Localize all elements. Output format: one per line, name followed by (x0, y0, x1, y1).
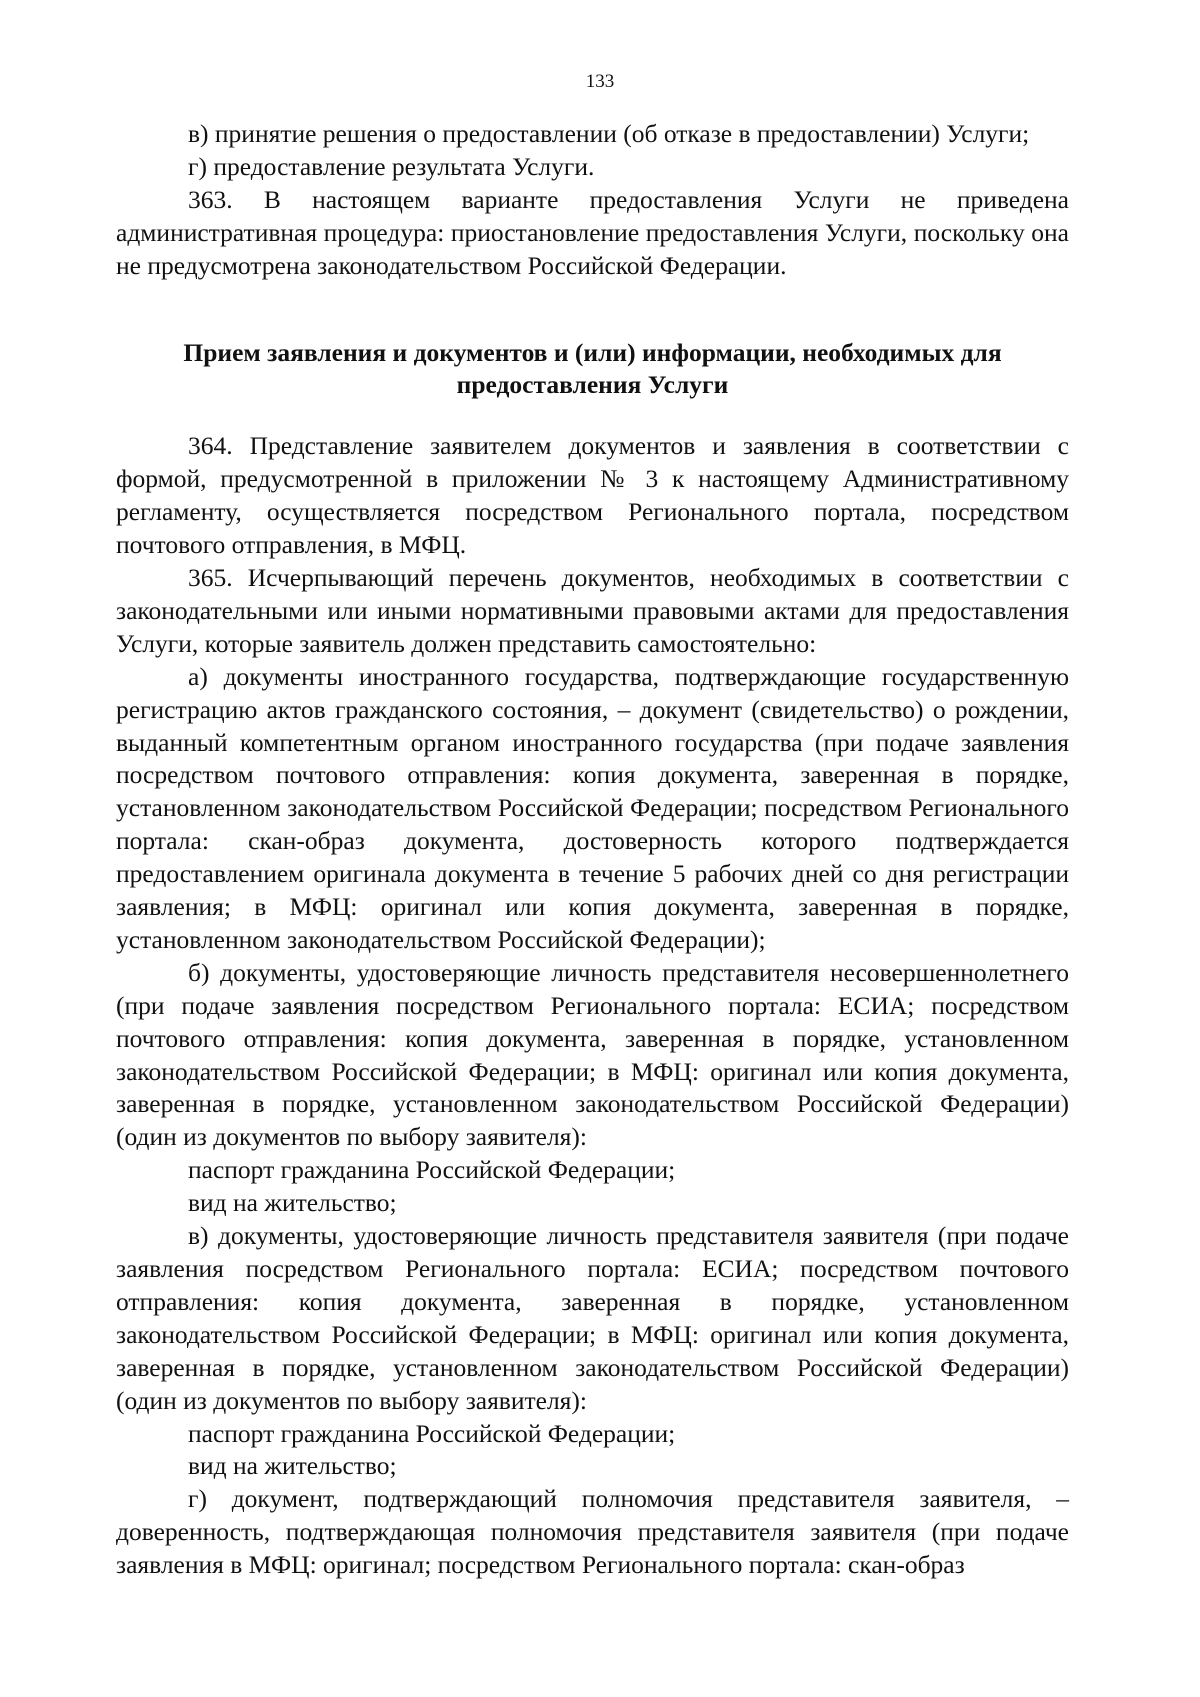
list-item-passport-2: паспорт гражданина Российской Федерации; (188, 1418, 676, 1448)
paragraph-364: 364. Представление заявителем документов и заявления в соответствии с формой, предусмотренной в приложении № 3 к настоящему Административному регламенту, осуществляется посредством Регионального портала, посредством почтового отправления, в МФЦ. (116, 431, 1069, 560)
paragraph-365: 365. Исчерпывающий перечень документов, необходимых в соответствии с законодательными или иными нормативными правовыми актами для предоставления Услуги, которые заявитель должен представить самостоятельно: (116, 562, 1069, 658)
list-item-residence-1: вид на жительство; (188, 1188, 397, 1218)
section-heading (116, 337, 1069, 403)
list-item-a: а) документы иностранного государства, подтверждающие государственную регистрацию актов гражданского состояния, – документ (свидетельство) о рождении, выданный компетентным органом иностранного государства (при подаче заявления посредством почтового отправления: копия документа, заверенная в порядке, установленном законодательством Российской Федерации; посредством Регионального портала: скан-образ документа, достоверность которого подтверждается предоставлением оригинала документа в течение 5 рабочих дней со дня регистрации заявления; в МФЦ: оригинал или копия документа, заверенная в порядке, установленном законодательством Российской Федерации); (116, 661, 1069, 954)
section-heading-line-2: предоставления Услуги (456, 370, 729, 400)
list-item-v-representative: в) документы, удостоверяющие личность представителя заявителя (при подаче заявления посредством Регионального портала: ЕСИА; посредством почтового отправления: копия документа, заверенная в порядке, установленном законодательством Российской Федерации; в МФЦ: оригинал или копия документа, заверенная в порядке, установленном законодательством Российской Федерации) (один из документов по выбору заявителя): (116, 1221, 1069, 1415)
paragraph-363: 363. В настоящем варианте предоставления Услуги не приведена административная процедура: приостановление предоставления Услуги, поскольку она не предусмотрена законодательством Российской Федерации. (116, 184, 1069, 280)
list-item-residence-2: вид на жительство; (188, 1451, 397, 1481)
list-item-passport-1: паспорт гражданина Российской Федерации; (188, 1155, 676, 1185)
list-item-b: б) документы, удостоверяющие личность представителя несовершеннолетнего (при подаче заявления посредством Регионального портала: ЕСИА; посредством почтового отправления: копия документа, заверенная в порядке, установленном законодательством Российской Федерации; в МФЦ: оригинал или копия документа, заверенная в порядке, установленном законодательством Российской Федерации) (один из документов по выбору заявителя): (116, 957, 1069, 1152)
list-item-v: в) принятие решения о предоставлении (об отказе в предоставлении) Услуги; (188, 119, 1030, 148)
document-body (116, 118, 1069, 1582)
list-item-g: г) предоставление результата Услуги. (188, 151, 595, 181)
page-number: 133 (585, 71, 615, 92)
list-item-g-authority: г) документ, подтверждающий полномочия представителя заявителя, – доверенность, подтверждающая полномочия представителя заявителя (при подаче заявления в МФЦ: оригинал; посредством Регионального портала: скан-образ (116, 1484, 1069, 1580)
section-heading-line-1: Прием заявления и документов и (или) информации, необходимых для (183, 337, 1002, 367)
